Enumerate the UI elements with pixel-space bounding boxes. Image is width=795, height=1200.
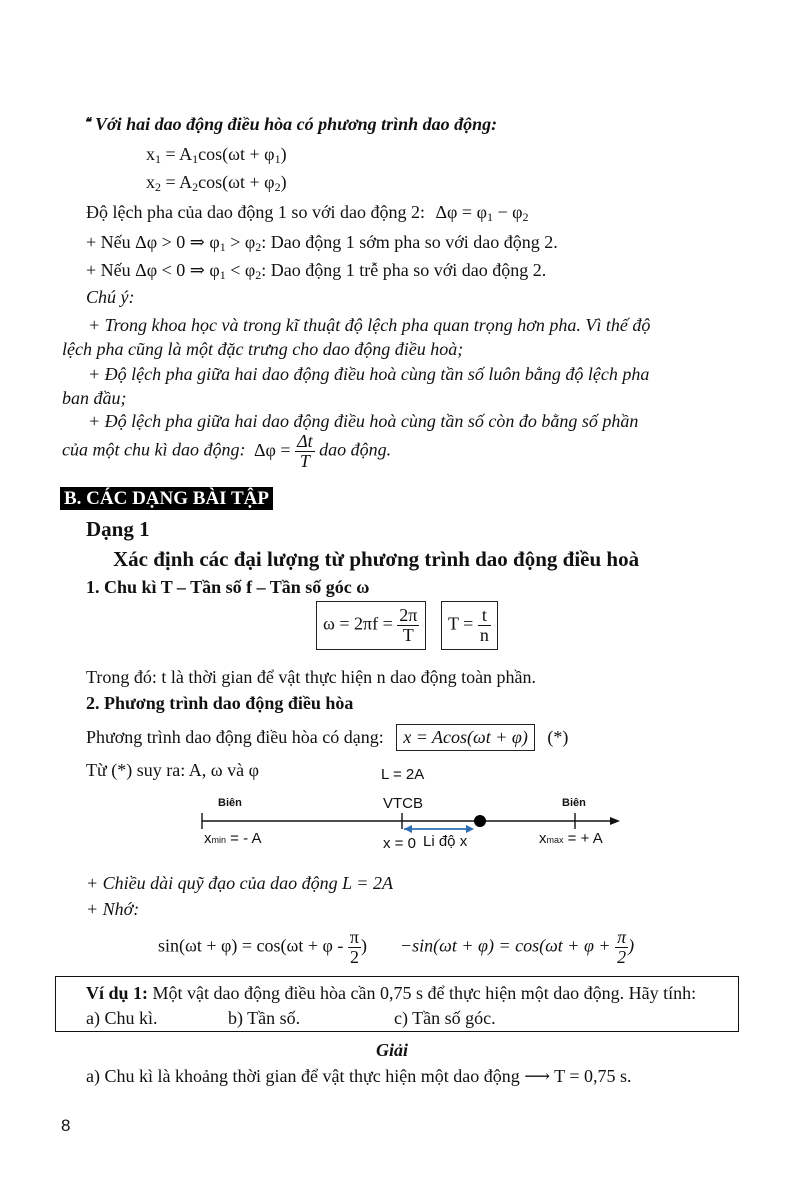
- center-x-label: x = 0: [383, 835, 416, 852]
- equation-x2: $x_2 = A_2\cos(\omega t + \varphi_2)$: [146, 172, 287, 194]
- bien-left-label: Biên: [218, 797, 242, 809]
- displacement-arrowhead-right-icon: [466, 825, 474, 833]
- axis-arrowhead-icon: [610, 817, 620, 825]
- vtcb-label: VTCB: [383, 795, 424, 812]
- note2-line-b: ban đầu;: [62, 388, 127, 408]
- t-over-n-fraction: $\frac{t}{n}$: [479, 605, 489, 645]
- displacement-arrowhead-left-icon: [404, 825, 412, 833]
- equation-x1: $x_1 = A_1\cos(\omega t + \varphi_1)$: [146, 144, 287, 166]
- trajectory-length-note: + Chiều dài quỹ đạo của dao động L = 2A: [86, 873, 393, 893]
- deduce-line: Từ (*) suy ra: A, ω và φ: [86, 760, 259, 780]
- identity-neg-sin-cos: −sin(ωt + φ) = cos(ωt + φ + $\frac{\pi}{2}$ ): [400, 927, 635, 967]
- particle-dot: [474, 815, 486, 827]
- two-pi-over-T-fraction: $\frac{2\pi}{T}$: [399, 605, 418, 645]
- li-do-label: Li độ x: [423, 833, 468, 850]
- dang-1-label: Dạng 1: [86, 517, 150, 541]
- case-late: + Nếu Δφ < 0 ⇒ $\varphi_1 < \varphi_2$: Dao động 1 trễ pha so với dao động 2.: [86, 260, 547, 282]
- note3-line-b: của một chu kì dao động: Δφ = $\frac{\Delta t}{T}$ dao động.: [62, 431, 392, 471]
- remember-note: + Nhớ:: [86, 899, 140, 919]
- bien-right-label: Biên: [562, 797, 586, 809]
- solution-a: a) Chu kì là khoảng thời gian để vật thực hiện một dao động ⟶ T = 0,75 s.: [86, 1066, 632, 1086]
- identity-sin-cos: sin(ωt + φ) = cos(ωt + φ - $\frac{\pi}{2}$ ): [158, 927, 367, 967]
- pi-over-2-fraction: $\frac{\pi}{2}$: [349, 927, 359, 967]
- bullet-icon: ❝: [84, 115, 91, 129]
- phase-formula: $\Delta\varphi = \varphi_1 - \varphi_2$: [435, 202, 529, 224]
- formula-period-box: T = $\frac{t}{n}$: [441, 601, 498, 650]
- example-line: Ví dụ 1: Một vật dao động điều hòa cần 0,75 s để thực hiện một dao động. Hãy tính:: [86, 983, 697, 1003]
- length-label: L = 2A: [381, 766, 425, 783]
- section-b-heading: B. CÁC DẠNG BÀI TẬP: [60, 487, 273, 510]
- case-early: + Nếu Δφ > 0 ⇒ $\varphi_1 > \varphi_2$: Dao động 1 sớm pha so với dao động 2.: [86, 232, 558, 254]
- delta-t-over-T-fraction: $\frac{\Delta t}{T}$: [297, 431, 313, 471]
- formula-omega-box: ω = 2πf = $\frac{2\pi}{T}$: [316, 601, 426, 650]
- page-number: 8: [61, 1116, 71, 1135]
- general-form-formula: x = Acos(ωt + φ): [396, 724, 535, 751]
- example-a: a) Chu kì.: [86, 1008, 158, 1028]
- example-c: c) Tần số góc.: [394, 1008, 496, 1028]
- note-title: Chú ý:: [86, 287, 135, 307]
- note2-line-a: + Độ lệch pha giữa hai dao động điều hoà cùng tần số luôn bằng độ lệch pha: [88, 364, 650, 384]
- xmin-label: xmin = - A: [204, 830, 262, 847]
- solution-title: Giải: [376, 1040, 409, 1060]
- pi-over-2-fraction-2: $\frac{\pi}{2}$: [617, 927, 627, 967]
- general-form-line: Phương trình dao động điều hòa có dạng: x = Acos(ωt + φ) (*): [86, 724, 568, 751]
- phase-difference-line: Độ lệch pha của dao động 1 so với dao động 2: $\Delta\varphi = \varphi_1 - \varphi_2$: [86, 202, 529, 224]
- note3-line-a: + Độ lệch pha giữa hai dao động điều hoà cùng tần số còn đo bằng số phần: [88, 411, 639, 431]
- where-line: Trong đó: t là thời gian để vật thực hiện n dao động toàn phần.: [86, 667, 537, 687]
- note1-line-a: + Trong khoa học và trong kĩ thuật độ lệch pha quan trọng hơn pha. Vì thế độ: [88, 315, 651, 335]
- subsection-2: 2. Phương trình dao động điều hòa: [86, 693, 354, 713]
- example-b: b) Tần số.: [228, 1008, 301, 1028]
- subsection-1: 1. Chu kì T – Tần số f – Tần số góc ω: [86, 577, 370, 597]
- section-title: Xác định các đại lượng từ phương trình dao động điều hoà: [113, 547, 640, 571]
- note1-line-b: lệch pha cũng là một đặc trưng cho dao động điều hoà;: [62, 339, 464, 359]
- intro-line1: ❝ Với hai dao động điều hòa có phương trình dao động:: [84, 114, 498, 134]
- xmax-label: xmax = + A: [539, 830, 603, 847]
